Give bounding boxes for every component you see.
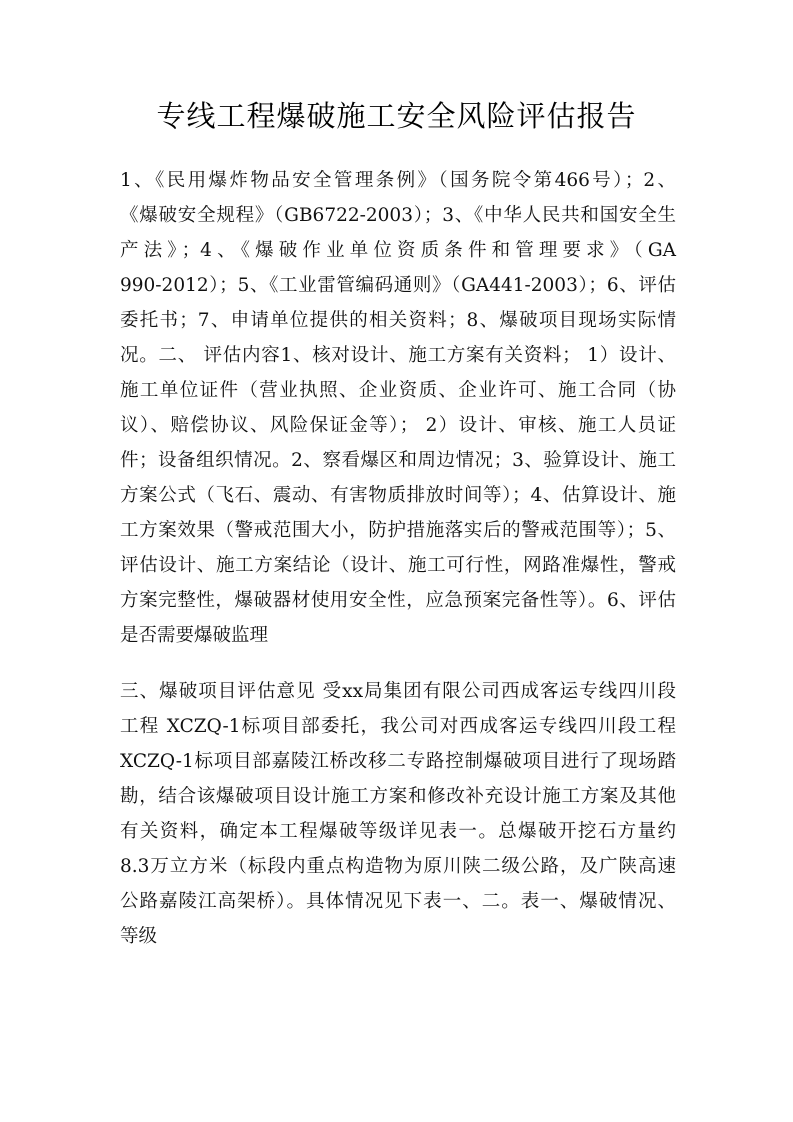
text-line: 有关资料，确定本工程爆破等级详见表一。总爆破开挖石方量约 [120, 821, 676, 842]
text-line: 件；设备组织情况。2、察看爆区和周边情况；3、验算设计、施工 [120, 450, 676, 471]
text-line: XCZQ-1标项目部嘉陵江桥改移二专路控制爆破项目进行了现场踏 [120, 751, 676, 772]
text-line: 是否需要爆破监理 [120, 625, 269, 646]
text-line: 工程 XCZQ-1标项目部委托，我公司对西成客运专线四川段工程 [120, 716, 676, 737]
text-line: 施工单位证件（营业执照、企业资质、企业许可、施工合同（协 [120, 380, 676, 401]
text-line: 产法》；4、《爆破作业单位资质条件和管理要求》（GA [120, 240, 676, 261]
text-line: 1、《民用爆炸物品安全管理条例》（国务院令第466号）；2、 [120, 170, 676, 191]
text-line: 方案完整性，爆破器材使用安全性，应急预案完备性等）。6、评估 [120, 590, 676, 611]
text-line: 委托书；7、申请单位提供的相关资料；8、爆破项目现场实际情 [120, 310, 676, 331]
text-line: 三、爆破项目评估意见 受xx局集团有限公司西成客运专线四川段 [120, 681, 676, 702]
text-line: 工方案效果（警戒范围大小，防护措施落实后的警戒范围等）；5、 [120, 520, 676, 541]
text-line: 方案公式（飞石、震动、有害物质排放时间等）；4、估算设计、施 [120, 485, 676, 506]
text-line: 990-2012）；5、《工业雷管编码通则》（GA441-2003）；6、评估 [120, 275, 676, 296]
text-line: 议）、赔偿协议、风险保证金等）； 2）设计、审核、施工人员证 [120, 415, 676, 436]
text-line: 评估设计、施工方案结论（设计、施工可行性，网路准爆性，警戒 [120, 555, 676, 576]
text-line: 况。二、 评估内容1、核对设计、施工方案有关资料； 1）设计、 [120, 345, 676, 366]
text-line: 勘，结合该爆破项目设计施工方案和修改补充设计施工方案及其他 [120, 786, 676, 807]
text-line: 8.3万立方米（标段内重点构造物为原川陕二级公路，及广陕高速 [120, 856, 676, 877]
text-line: 公路嘉陵江高架桥）。具体情况见下表一、二。表一、爆破情况、 [120, 891, 676, 912]
text-line: 等级 [120, 926, 158, 947]
document-title: 专线工程爆破施工安全风险评估报告 [156, 99, 637, 133]
text-line: 《爆破安全规程》（GB6722-2003）；3、《中华人民共和国安全生 [120, 205, 676, 226]
